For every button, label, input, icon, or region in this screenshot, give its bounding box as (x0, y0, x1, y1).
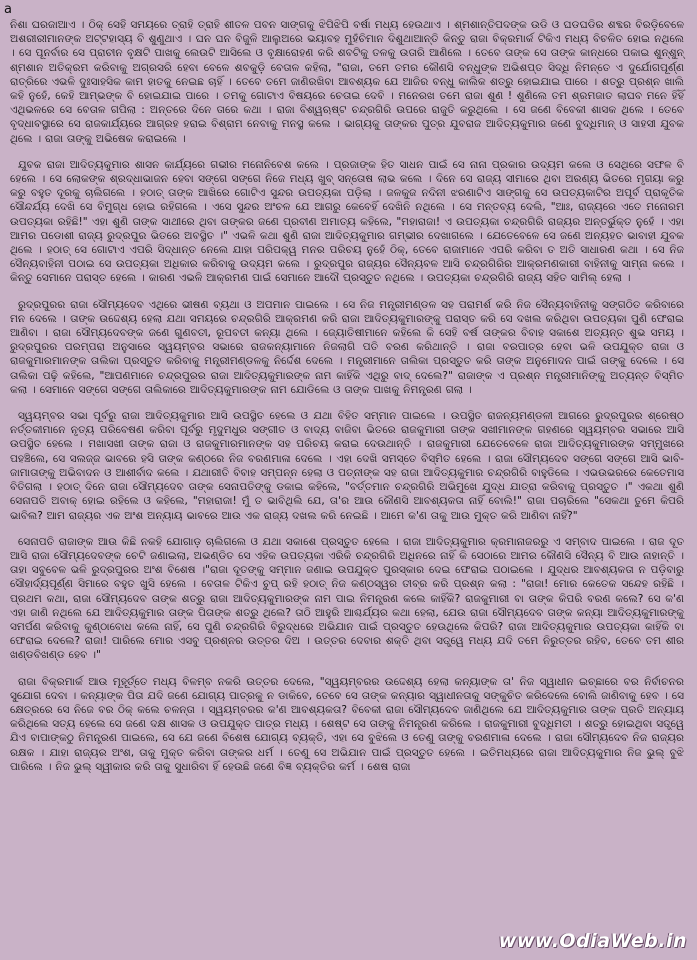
site-watermark: www.OdiaWeb.in (498, 930, 687, 952)
paragraph-2: ଯୁବକ ରାଜା ଆଦିତ୍ୟକୁମାର ଶାସନ କାର୍ଯ୍ୟରେ ଗଭୀର ମନୋନିବେଶ କଲେ । ପ୍ରଜାଙ୍କ ହିତ ସାଧନ ପାଇଁ ସେ ନାନା ପ୍ରକାର ଉଦ୍ୟମ କଲେ ଓ ସେଥିରେ ସଫଳ ବି ହେଲେ । ସେ ଲୋକଙ୍କ ଶ୍ରଦ୍ଧାଭାଜନ ହେବା ସଙ୍ଗେ ସଙ୍ଗେ ନିଜେ ମଧ୍ୟ ଖୁବ୍ ସନ୍ତୋଷ ଲାଭ କଲେ । ଦିନେ ସେ ରାଜ୍ୟ ସୀମାରେ ଥିବା ଅରଣ୍ୟ ଭିତରେ ମୃଗୟା କରୁ କରୁ ବହୁତ ଦୂରକୁ ଚାଲିଗଲେ । ହଠାତ୍ ତାଙ୍କ ଆଖିରେ ଗୋଟିଏ ସୁନ୍ଦର ଉପତ୍ୟକା ପଡ଼ିଲା । ଜଳକୁଜ ନଦିନୀ ଝରଣାଟିଏ ସାଙ୍ଗକୁ ସେ ଉପତ୍ୟକାଟିର ଅପୂର୍ବ ପ୍ରାକୃତିକ ସୌନ୍ଦର୍ଯ୍ୟ ଦେଖି ସେ ବିମୁଗ୍ଧ ହୋଇ ରହିଗଲେ । ଏସେ ସୁନ୍ଦର ଅଂଚଳ ଯେ ଆଗରୁ କେବେହିଁ ଦେଖିନି ନଥିଲେ । ସେ ମନ୍ତବ୍ୟ ଦେଲି, "ଆଃ, ରାଜ୍ୟରେ ଏତେ ମନୋରମ ଉପତ୍ୟକା ରହିଛି!" ଏହା ଶୁଣି ତାଙ୍କ ସାଥୀରେ ଥିବା ତାଙ୍କର ଜଣେ ପ୍ରବୀଣ ଅମାତ୍ୟ କହିଲେ, "ମହାରାଜା! ଏ ଉପତ୍ୟକା ଚନ୍ଦ୍ରଗିରି ରାଜ୍ୟର ଅନ୍ତର୍ଭୁକ୍ତ ନୁହେଁ । ଏହା ଆମର ପଡୋଶୀ ରାଜ୍ୟ ରୁଦ୍ରପୁର ଭିତରେ ଅବସ୍ଥିତ ।" ଏଭଳି କଥା ଶୁଣି ରାଜା ଆଦିତ୍ୟକୁମାର ଗମ୍ଭୀର ଦେଖାଗଲେ । ଯେତେବେଳେ ସେ ଜଣେ ଅନ୍ୟହତ ଭାବାହୀ ଯୁବକ ଥିଲେ । ହଠାତ୍ ସେ ଗୋଟାଏ ଏପରି ସିଦ୍ଧାନ୍ତ ନେଲେ ଯାହା ପରିପକ୍ୱ ମନର ପରିଚୟ ନୁହେଁ ଠିକ୍, ତେବେ ରାଜାମାନେ ଏପରି କରିବା ତ ଅତି ସାଧାରଣ କଥା । ସେ ନିଜ ସୈନ୍ୟବାହିନୀ ପଠାଇ ସେ ଉପତ୍ୟକା ଅଧିକାର କରିବାକୁ ଉଦ୍ୟମ କଲେ । ରୁଦ୍ରପୁର ରାଜ୍ୟର ସୈନ୍ୟବଳ ଆସି ଚନ୍ଦ୍ରଗିରିର ଆକ୍ରମଣକାରୀ ବାହିନୀକୁ ସାମ୍ନା କଲେ । କିନ୍ତୁ ସେମାନେ ପରାସ୍ତ ହେଲେ । କାରଣ ଏଭଳି ଆକ୍ରମଣ ପାଇଁ ସେମାନେ ଆଦୌ ପ୍ରସ୍ତୁତ ନଥିଲେ । ଉପତ୍ୟକା ଚନ୍ଦ୍ରଗିରି ରାଜ୍ୟ ସହିତ ସାମିଲ୍ ହେଲା । (10, 158, 684, 285)
paragraph-1: ନିଶା ଘରଜାଆଏ । ଠିକ୍ ସେହିି ସମୟରେ ତ୍ରାହି ତ୍ରାହି ଶୀତଳ ପବନ ସାଙ୍ଗକୁ ଝିପିଝିପି ବର୍ଷା ମଧ୍ୟ ହେଉଥାଏ । ଶ୍ମଶାନ୍ତିପଦଙ୍କ ଉଡି ଓ ଘଡଘଡିର ଶବ୍ଦର ବିରଡ଼ିବେଳେ ଅଶରୀରୀମାନଙ୍କ ଅଟ୍ଟହାସ୍ୟ ବି ଶୁଣୁଥାଏ । ଘନ ଘନ ବିଜୁଳି ଆଲୁଅରେ ଭୟାବହ ମୁହଁଚିମାନ ଦିଶୁଥାଆନ୍ତି କିନ୍ତୁ ରାଜା ବିକ୍ରମାର୍କ ଟିକିଏ ମଧ୍ୟ ବିଚଳିତ ହୋଇ ନଥିଲେ । ସେ ପୂନର୍ବାର ସେ ପ୍ରାଚୀନ ବୃକ୍ଷଟି ପାଖକୁ ଲେଉଟି ଆସିଲେ ଓ ବୃକ୍ଷାରୋହଣ କରି ଶବଟିକୁ ତଳକୁ ଉତାରି ଆଣିଲେ । ତେବେ ତାଙ୍କ ସେ ତାଙ୍କ କାନ୍ଧରେ ପକାଇ ଶୁନ୍ଶୁନ୍ ଶ୍ମଶାନ ଅତିକ୍ରମ କରିବାକୁ ଅଗ୍ରସରି ହେବା ବେଳେ ଶବକୁଡ଼ି ବେତାଳ କହିଲା, "ରାଜା, ତମେ ତମର କୌଣସି ବନ୍ଧୁଙ୍କ ଅଭିଶପ୍ତ ସିଦ୍ଧି ନିମନ୍ତେ ଏ ଦୁର୍ଯୋଗପୂର୍ଣ୍ଣ ରାତ୍ରିରେ ଏଭଳି ଦୁଃସାହସିକ କାମ ହାତକୁ ନେଇଛ ଚାହିଁ । ତେବେ ତମେ ଜାଣିରଖିବା ଆବଶ୍ୟକ ଯେ ଆଜିର ବନ୍ଧୁ କାଲିକ ଶତ୍ରୁ ହୋଇଯାଇ ପାରେ । ଶତ୍ରୁ ପ୍ରଶ୍ନ ଖାଲି କହି ନୁହେଁ, କେହି ଆମ୍ଭଙ୍କ ବି ହୋଇଯାଇ ପାରେ । ତମକୁ ଗୋଟାଏ ବିଷୟରେ ଚେତାଇ ଦେବି । ମନେରଖ ତମେ ରାଜା ଶୁଣ ! ଶୁଣିଲେ ତମ ଶ୍ରମଜାତ ଲାଘବ ମନେ ହିଁହିଁ ଏଥିଭଳରେ ସେ ବେତାଳ ଗପିଲା : ଅନ୍ତରେ ଦିନେ ତାରେ କଥା । ରାଜା ବିଶ୍ୱଋଷ୍ଟ ଚନ୍ଦ୍ରଗିରି ଉପରେ ରାଜୁତି କରୁଥିଲେ । ସେ ଜଣେ ବିବେକୀ ଶାସକ ଥିଲେ । ତେବେ ବୃଦ୍ଧାବସ୍ଥାରେ ସେ ରାଜକାର୍ଯ୍ୟରେ ଆଗ୍ରହ ହରାଇ ବିଶ୍ରାମ ନେବାକୁ ମନସ୍ଥ କଲେ । ଭାଗ୍ୟକୁ ତାଙ୍କର ପୁତ୍ର ଯୁବରାଜ ଆଦିତ୍ୟକୁମାର ଜଣେ ବୁଦ୍ଧିମାନ୍ ଓ ସାହସୀ ଯୁବକ ଥିଲେ । ରାଜା ତାଙ୍କୁ ଅଭିଷେକ କରାଇଲେ । (10, 19, 684, 145)
paragraph-5: ସେନାପତି ରାଜାଙ୍କ ଆଉ କିଛି ନକହି ଯୋଗାଡ଼ ଚାଲିଗଲେ ଓ ଯଥା ସକାଶେ ପ୍ରସ୍ତୁତ ହେଲେ । ରାଜା ଆଦିତ୍ୟକୁମାର କ୍ରମାନାଜରରୁ ଏ ସମ୍ବାଦ ପାଇଲେ । ରାଜ ଦୂତ ଆସି ରାଜା ସୌମ୍ୟଦେବଙ୍କ ଚେଟି ଜଣାଇଲା, ଅଭଣ୍ଡିତ ସେ ଏହିକ ଉପତ୍ୟକା ଏରିକି ଚନ୍ଦ୍ରଗିରି ଅଧିନରେ ନାହିଁ କି ସେଠାରେ ଆମର କୌଣସି ସୈନ୍ୟ ବି ଆଉ ନାହାନ୍ତି । ତାହା ସବୁବେଳ ଭଳି ରୁଦ୍ରପୁରର ଅଂଶ ବିଶେଷ ।"ରାଜା ଦୂତଙ୍କୁ ସମ୍ମାନ ଜଣାଇ ଉପଯୁକ୍ତ ପୁରସ୍କାର ଦେଇ ଫେରାଇ ପଠାଇଲେ । ଯୁଦ୍ଧର ଆବଶ୍ୟକତା ନ ପଡ଼ିବାରୁ ସୌହାର୍ଦ୍ୟପୂର୍ଣ୍ଣ ସିମାରେ ବହୁତ ଖୁସି ହେଲେ । ବେତାଳ ଟିକିଏ ଚୁପ୍ ରହି ହଠାତ୍ ନିଜ କଣ୍ଠସ୍ୱର ତୀବ୍ର କରି ପ୍ରଶ୍ନ କଲା : "ରାଜା! ମୋର କେତେକ ସନ୍ଦେହ ରହିଛି । ପ୍ରଥମ କଥା, ରାଜା ସୌମ୍ୟଦେବ ତାଙ୍କ ଶତ୍ରୁ ରାଜା ଆଦିତ୍ୟକୁମାରଙ୍କ ନାମ ପାଇ ନିମନ୍ତ୍ରଣ କଲେ କାହିଁକି? ରାଜକୁମାରୀ ବା ତାଙ୍କ କିପରି ବରଣ କଲେ? ସେ କ'ଣ ଏହା ଜାଣି ନଥିଲେ ଯେ ଆଦିତ୍ୟକୁମାର ତାଙ୍କ ପିତାଙ୍କ ଶତ୍ରୁ ଥିଲେ? ତାଠି ଆହୁରି ଆଶ୍ଚର୍ଯ୍ୟର କଥା ହେଲା, ଯେଉ ରାଜା ସୌମ୍ୟଦେବ ତାଙ୍କ କନ୍ୟା ଆଦିତ୍ୟକୁମାରଙ୍କୁ ସମର୍ପଣ କରିବାକୁ କୁଣ୍ଠାବୋଧ କଲେ ନାହିଁ, ସେ ପୁଣି ଚନ୍ଦ୍ରଗିରି ବିରୁଦ୍ଧରେ ଅଭିଯାନ ପାଇଁ ପ୍ରସ୍ତୁତ ହେଉଥିଲେ କିପରି? ରାଜା ଆଦିତ୍ୟକୁମାର ଉପତ୍ୟକା କାହିଁକି ବା ଫେରାଇ ଦେଲେ? ରାଜା! ପାରିଲେ ମୋର ଏସବୁ ପ୍ରଶ୍ନର ଉତ୍ତର ଦିଅ । ଉତ୍ତର ଦେବାର ଶକ୍ତି ଥିବା ସତ୍ତ୍ୱେ ମଧ୍ୟ ଯଦି ତମେ ନିରୁତ୍ତର ରହିବ, ତେବେ ତମ ଶୀର ଖଣ୍ଡବିଖଣ୍ଡ ହେବ ।" (10, 535, 684, 662)
paragraph-6: ରାଜା ବିକ୍ରମାର୍କ ଆଉ ମୂହୂର୍ତ୍ତେ ମଧ୍ୟ ବିଳମ୍ବ ନକରି ଉତ୍ତର ଦେଲେ, "ସ୍ୱୟମ୍ବରର ଉଦ୍ଦେଶ୍ୟ ହେଲା କନ୍ୟାଙ୍କ ତା' ନିଜ ସ୍ୱାଧୀନ ଇଚ୍ଛାରେ ବର ନିର୍ବାଚନର ସୁଯୋଗ ଦେବା । କନ୍ୟାଙ୍କ ପିତା ଯଦି ଜଣେ ଯୋଗ୍ୟ ପାତ୍ରକୁ ନ ଡାକିବେ, ତେବେ ସେ ତାଙ୍କ କନ୍ୟାର ସ୍ୱାଧୀନତାକୁ ସଙ୍କୁଚିତ କରିଦେଲେ ବୋଲି ଜାଣିବାକୁ ହେବ । ସେ କ୍ଷେତ୍ରରେ ସେ ନିଜେ ବର ଠିକ୍ କଲେ ଚଳନ୍ତା । ସ୍ୱୟମ୍ବରର କ'ଣ ଆବଶ୍ୟକତା? ବିବେକୀ ରାଜା ସୌମ୍ୟଦେବ ଜାଣିଥିଲେ ଯେ ଆଦିତ୍ୟକୁମାର ତାଙ୍କ ପ୍ରତି ଅନ୍ୟାୟ କରିଥିଲେ ସତ୍ୟ ହେଲେ ସେ ଜଣେ ଦକ୍ଷ ଶାସକ ଓ ଉପଯୁକ୍ତ ପାତ୍ର ମଧ୍ୟ । ଶେଷ୍ଟ ସେ ତାଙ୍କୁ ନିମନ୍ତ୍ରଣ କରିଲେ । ରାଜକୁମାରୀ ବୁଦ୍ଧିମତୀ । ଶତ୍ରୁ ହୋଇଥିବା ସତ୍ତ୍ୱେ ଯିଏ ବାପାଙ୍କଠୁ ନିମନ୍ତ୍ରଣ ପାଇଲେ, ସେ ଯେ ଜଣେ ବିଶେଷ ଯୋଗ୍ୟ ବ୍ୟକ୍ତି, ଏହା ସେ ବୁଝିଲେ ଓ ତେଣୁ ତାଙ୍କୁ ବରଣମାଳା ଦେଲେ । ରାଜା ସୌମ୍ୟଦେବ ନିଜ ରାଜ୍ୟର ରକ୍ଷକ । ଯାହା ରାଜ୍ୟର ଅଂଶ, ତାକୁ ମୁକ୍ତ କରିବା ତାଙ୍କର ଧର୍ମ । ତେଣୁ ସେ ଅଭିଯାନ ପାଇଁ ପ୍ରସ୍ତୁତ ହେଲେ । ଇତିମଧ୍ୟରେ ରାଜା ଆଦିତ୍ୟକୁମାର ନିଜ ଭୁଲ୍ ବୁଝି ପାରିଲେ । ନିଜ ଭୁଲ୍ ସ୍ୱୀକାର କରି ତାକୁ ସୁଧାରିବା ହିଁ ହେଉଛି ଜଣେ ବିଜ୍ଞ ବ୍ୟକ୍ତିର କର୍ମ । ଶେଷ ରାଜା (10, 675, 684, 773)
paragraph-4: ସ୍ୱୟମ୍ବର ସଭା ପୂର୍ବରୁ ରାଜା ଆଦିତ୍ୟକୁମାର ଆସି ଉପସ୍ଥିତ ହେଲେ ଓ ଯଥା ବିହିତ ସମ୍ମାନ ପାଇଲେ । ଉପସ୍ଥିତ ରାଜନ୍ୟମଣ୍ଡଳୀ ଆଗରେ ରୁଦ୍ରପୁରର ଶ୍ରେଷ୍ଠ ନର୍ତ୍ତକୀମାନେ ନୃତ୍ୟ ପରିବେଷଣ କରିବା ପୂର୍ବରୁ ମୃଦୁମଧୁର ସଙ୍ଗୀତ ଓ ବାଦ୍ୟ ବାଜିବା ଭିତରେ ରାଜକୁମାରୀ ତାଙ୍କ ସଖୀମାନଙ୍କ ଗହଣରେ ସ୍ୱୟମ୍ବର ସଭାରେ ଆସି ଉପସ୍ଥିତ ହେଲେ । ମଖାସଖୀ ତାଙ୍କ ରାଜା ଓ ରାଜକୁମାରମାନଙ୍କ ସହ ପରିଚୟ କରାଇ ଦେଉଥାନ୍ତି । ରାଜକୁମାରୀ ଯେତେବେଳେ ରାଜା ଆଦିତ୍ୟକୁମାରଙ୍କ ସମ୍ମୁଖରେ ପହଞ୍ଚିଲେ, ସେ ସଲଜ୍ଜ ଭାବରେ ହସି ତାଙ୍କ କଣ୍ଠରେ ନିଜ ବରଣମାଳା ଦେଲେ । ଏହା ଦେଖି ସମସ୍ତେ ବିସ୍ମିତ ହେଲେ । ରାଜା ସୌମ୍ୟଦେବ ସଙ୍ଗେ ସଙ୍ଗେ ଆସି ଭାବି-ଜାମାତାଙ୍କୁ ଅଭିବାଦନ ଓ ଆଶୀର୍ବାଦ କଲେ । ଯଥାରୀତି ବିବାହ ସମ୍ପନ୍ନ ହେଲା ଓ ପତ୍ନୀଙ୍କ ସହ ରାଜା ଆଦିତ୍ୟକୁମାର ଚନ୍ଦ୍ରଗିରି ବାହୁଡିଲେ । ଏଭଉଭରରେ କେତେମାସ ବିତିଗଲା । ହଠାତ୍ ଦିନେ ରାଜା ସୌମ୍ୟଦେବ ତାଙ୍କ ସେନାପତିଙ୍କୁ ଡକାଇ କହିଲେ, "ବର୍ତ୍ତମାନ ଚନ୍ଦ୍ରଗିରି ଅଭିମୁଖେ ଯୁଦ୍ଧ ଯାତ୍ରା କରିବାକୁ ପ୍ରସ୍ତୁତ ।" ଏକଥା ଶୁଣି ସେନାପତି ଅବାକ୍ ହୋଇ ରହିଲେ ଓ କହିଲେ, "ମହାରାଜା! ମୁଁ ତ ଭାବିଥିଲି ଯେ, ତା'ର ଆଉ କୌଣସି ଆବଶ୍ୟକତା ନାହିଁ ବୋଲି!" ରାଜା ପଚାରିଲେ "ସେକଥା ତୁମେ କିପରି ଭାବିଲ? ଆମ ରାଜ୍ୟର ଏକ ଅଂଶ ଅନ୍ୟାୟ ଭାବରେ ଆଉ ଏକ ରାଜ୍ୟ ଦଖଲ କରି ନେଇଛି । ଆମେ କ'ଣ ତାକୁ ଆଉ ମୁକ୍ତ କରି ଆଣିବା ନାହିଁ?" (10, 410, 684, 522)
corner-label: a (4, 2, 12, 17)
paragraph-3: ରୁଦ୍ରପୁରର ରାଜା ସୌମ୍ୟଦେବ ଏଥିରେ ଭୀଷଣ ବ୍ୟଥା ଓ ଅପମାନ ପାଇଲେ । ସେ ନିଜ ମନ୍ତ୍ରୀମଣ୍ଡଳ ସହ ପରାମର୍ଶ କରି ନିଜ ସୈନ୍ୟବାହିନୀକୁ ସଙ୍ଗଠିତ କରିବାରେ ମନ ଦେଲେ । ତାଙ୍କ ଉଦ୍ଦେଶ୍ୟ ହେଲା ଯଥା ସମୟରେ ଚନ୍ଦ୍ରଗିରି ଆକ୍ରମଣ କରି ରାଜା ଆଦିତ୍ୟକୁମାରଙ୍କୁ ପରାସ୍ତ କରି ସେ ଦଖଲ କରିଥିବା ଉପତ୍ୟକା ପୁଣି ଫେରାଇ ଆଣିବା । ରାଜା ସୌମ୍ୟଦେବଙ୍କ ଜଣେ ଗୁଣବତୀ, ରୂପବତୀ କନ୍ୟା ଥିଲେ । ଜ୍ୟୋତିଷୀମାନେ କହିଲେ କି ସେହି ବର୍ଷ ତାଙ୍କର ବିବାହ ସକାଶେ ଅତ୍ୟନ୍ତ ଶୁଭ ସମୟ । ରୁଦ୍ରପୁରର ପରମ୍ପରା ଅନୁସାରେ ସ୍ୱୟମ୍ବର ସଭାରେ ରାଜକନ୍ୟାମାନେ ନିଜଲାଗି ପତି ବରଣ କରିଥାନ୍ତି । ରାଜା ବରପାତ୍ର ହେବା ଭଳି ଉପଯୁକ୍ତ ରାଜା ଓ ରାଜକୁମାରମାନଙ୍କ ତାଲିକା ପ୍ରସ୍ତୁତ କରିବାକୁ ମନ୍ତ୍ରୀମଣ୍ଡଳକୁ ନିର୍ଦ୍ଦେଶ ଦେଲେ । ମନ୍ତ୍ରୀମାନେ ତାଲିକା ପ୍ରସ୍ତୁତ କରି ତାଙ୍କ ଅନୁମୋଦନ ପାଇଁ ତାଙ୍କୁ ଦେଲେ । ସେ ତାଲିକା ପଢ଼ି କହିଲେ, "ଆପଣମାନେ ଚନ୍ଦ୍ରପୁରର ରାଜା ଆଦିତ୍ୟକୁମାରଙ୍କ ନାମ କାହିଁକି ଏଥିରୁ ବାଦ୍ ଦେଲେ?" ରାଜାଙ୍କ ଏ ପ୍ରଶ୍ନ ମନ୍ତ୍ରୀମାନିଙ୍କୁ ଅତ୍ୟନ୍ତ ବିସ୍ମିତ କଲା । ସେମାନେ ସଙ୍ଗେ ସଙ୍ଗେ ତାଲିକାରେ ଆଦିତ୍ୟକୁମାରଙ୍କ ନାମ ଯୋଡିଲେ ଓ ତାଙ୍କ ପାଖକୁ ନିମନ୍ତ୍ରଣ ଗଲା । (10, 298, 684, 396)
story-text (10, 18, 684, 786)
